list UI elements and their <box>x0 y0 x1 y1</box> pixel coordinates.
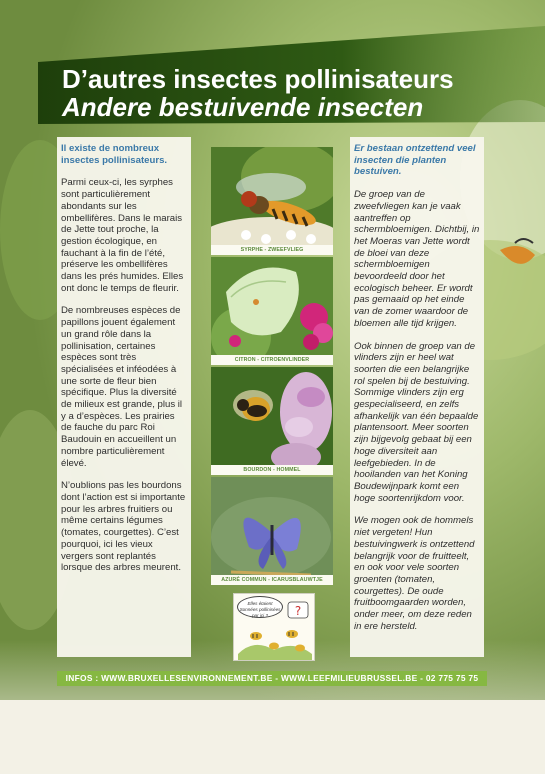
photo-caption: SYRPHE - ZWEEFVLIEG <box>211 245 333 255</box>
photo-caption: BOURDON - HOMMEL <box>211 465 333 475</box>
bees-cartoon <box>233 593 315 661</box>
photo-bumblebee <box>211 367 333 475</box>
bees-cartoon-icon <box>234 594 316 662</box>
cartoon-speech-bubble: Elles étaient Sonnées pollinisées par ici ? <box>237 596 283 618</box>
title-dutch: Andere bestuivende insecten <box>62 92 424 122</box>
svg-text:?: ? <box>294 604 302 618</box>
french-lead: Il existe de nombreux insectes pollinisateurs. <box>61 143 168 166</box>
info-footer: INFOS : WWW.BRUXELLESENVIRONNEMENT.BE - WWW.LEEFMILIEUBRUSSEL.BE - 02 775 75 75 <box>57 671 487 686</box>
fine-print-line <box>57 688 487 695</box>
dutch-paragraph: We mogen ook de hommels niet vergeten! Hun bestuivingwerk is ontzettend belangrijk voor de fruitteelt, en ook voor vele soorten groenten (tomaten, courgettes). De oude fruitboomgaarden worden, onder meer, om deze reden in ere hersteld. <box>354 515 475 632</box>
photo-hoverfly <box>211 147 333 255</box>
brimstone-butterfly-photo-icon <box>211 257 333 365</box>
photo-common-blue <box>211 477 333 585</box>
french-paragraph: Parmi ceux-ci, les syrphes sont particulièrement abondants sur les ombellifères. Dans le marais de Jette tout proche, la gestion écologique, en fauchant à la fin de l’été, préserve les ombellifères dans les prés humides. Elles ont donc le temps de fleurir. <box>61 177 184 294</box>
bumblebee-photo-icon <box>211 367 333 475</box>
photo-caption: CITRON - CITROENVLINDER <box>211 355 333 365</box>
french-paragraph: De nombreuses espèces de papillons jouent également un grand rôle dans la pollinisation, certaines espèces sont très spécialisées et inféodées à une sorte de fleur bien spécifique. Plus la diversité de milieux est grande, plus il y a d’espèces. Les prairies de fauche du parc Roi Baudouin en accueillent un nombre particulièrement élevé. <box>61 305 183 469</box>
photo-brimstone <box>211 257 333 365</box>
french-text-column <box>57 137 191 657</box>
photo-caption: AZURÉ COMMUN - ICARUSBLAUWTJE <box>211 575 333 585</box>
dutch-text-column <box>350 137 484 657</box>
dutch-paragraph: Ook binnen de groep van de vlinders zijn er heel wat soorten die een belangrijke rol spelen bij de bestuiving. Sommige vlinders zijn erg gespecialiseerd, en zelfs afhankelijk van één bepaalde plantensoort. Meer soorten zijn bijgevolg gebaat bij een hoge diversiteit aan leefgebieden. In de hooilanden van het Koning Boudewijnpark komt een hoge soortenrijkdom voor. <box>354 340 479 504</box>
title-french: D’autres insectes pollinisateurs <box>62 64 454 94</box>
dutch-lead: Er bestaan ontzettend veel insecten die planten bestuiven. <box>354 143 476 178</box>
french-paragraph: N’oublions pas les bourdons dont l’action est si importante pour les arbres fruitiers ou même certains légumes (tomates, courgettes). C’est pourquoi, ici les vieux vergers sont replantés lorsque des arbres meurent. <box>61 480 186 574</box>
common-blue-butterfly-photo-icon <box>211 477 333 585</box>
dutch-paragraph: De groep van de zweefvliegen kan je vaak aantreffen op schermbloemigen. Dichtbij, in het Moeras van Jette wordt de bloei van deze schermbloemigen bevoordeeld door het ecologisch beheer. Er wordt pas gemaaid op het einde van de zomer waardoor de bloemen alle tijd krijgen. <box>354 189 480 329</box>
hoverfly-photo-icon <box>211 147 333 255</box>
